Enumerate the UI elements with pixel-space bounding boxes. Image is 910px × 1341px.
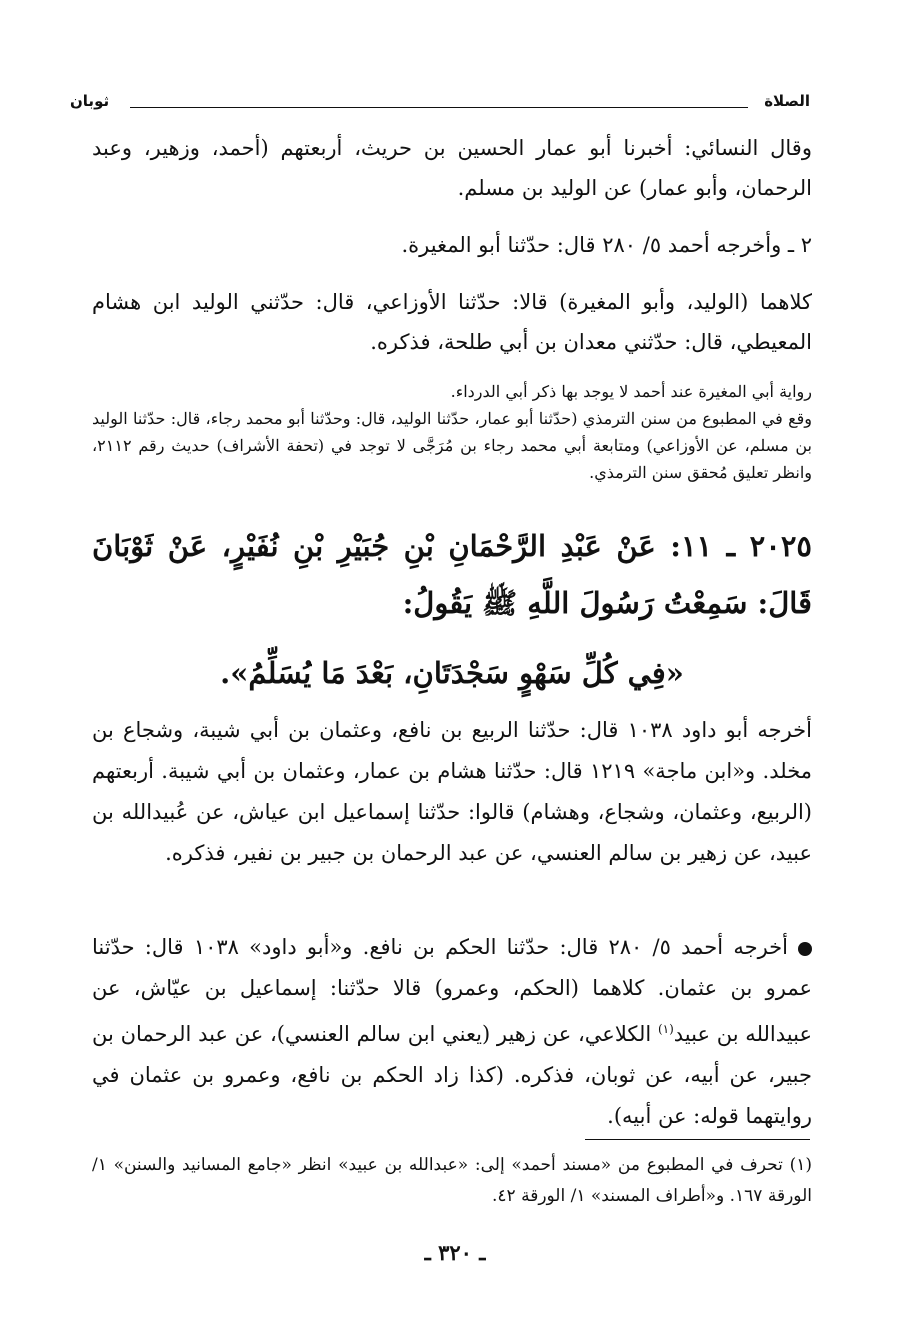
header-chapter: الصلاة [764, 92, 810, 110]
paragraph-text-a: أخرجه أحمد ٥/ ٢٨٠ قال: حدّثنا الحكم بن نافع. و«أبو داود» ١٠٣٨ قال: حدّثنا عمرو بن عثمان. كلاهما (الحكم، وعمرو) قالا حدّثنا: إسماعيل بن عيّاش، عن عبيدالله بن عبيد [92, 935, 812, 1046]
header-rule [130, 107, 748, 108]
note-tirmidhi: وقع في المطبوع من سنن الترمذي (حدّثنا أبو عمار، حدّثنا الوليد، قال: وحدّثنا أبو محمد رجاء، قال: حدّثنا الوليد بن مسلم، عن الأوزاعي) ومتابعة أبي محمد رجاء بن مُرَجَّى لا توجد في (تحفة الأشراف) حديث رقم ٢١١٢، وانظر تعليق مُحقق سنن الترمذي. [92, 409, 813, 482]
header-narrator: ثوبان [70, 92, 110, 110]
paragraph-takhrij: أخرجه أبو داود ١٠٣٨ قال: حدّثنا الربيع بن نافع، وعثمان بن أبي شيبة، وشجاع بن مخلد. و«ابن ماجة» ١٢١٩ قال: حدّثنا هشام بن عمار، وعثمان بن أبي شيبة. أربعتهم (الربيع، وعثمان، وشجاع، وهشام) قالوا: حدّثنا إسماعيل ابن عياش، عن عُبيدالله بن عبيد، عن زهير بن سالم العنسي، عن عبد الرحمان بن جبير بن نفير، فذكره. [92, 718, 812, 865]
footnote-1: (١) تحرف في المطبوع من «مسند أحمد» إلى: «عبدالله بن عبيد» انظر «جامع المسانيد والسنن» ١/ الورقة ١٦٧. و«أطراف المسند» ١/ الورقة ٤٢. [92, 1155, 812, 1206]
paragraph-both: كلاهما (الوليد، وأبو المغيرة) قالا: حدّثنا الأوزاعي، قال: حدّثني الوليد ابن هشام المعيطي، قال: حدّثني معدان بن أبي طلحة، فذكره. [92, 290, 812, 354]
bullet-icon [798, 942, 812, 956]
paragraph-nasai: وقال النسائي: أخبرنا أبو عمار الحسين بن حريث، أربعتهم (أحمد، وزهير، وعبد الرحمان، وأبو عمار) عن الوليد بن مسلم. [92, 136, 812, 200]
hadith-isnad: ٢٠٢٥ ـ ١١: عَنْ عَبْدِ الرَّحْمَانِ بْنِ جُبَيْرِ بْنِ نُفَيْرٍ، عَنْ ثَوْبَانَ قَالَ: سَمِعْتُ رَسُولَ اللَّهِ ﷺ يَقُولُ: [92, 529, 812, 620]
paragraph-ahmad-abudawud [92, 927, 812, 1137]
note-abu-mughira: رواية أبي المغيرة عند أحمد لا يوجد بها ذكر أبي الدرداء. [450, 382, 812, 401]
hadith-matn: «فِي كُلِّ سَهْوٍ سَجْدَتَانِ، بَعْدَ مَا يُسَلِّمُ». [220, 656, 684, 690]
page-number: ـ ٣٢٠ ـ [424, 1240, 486, 1265]
paragraph-ahmad-2: ٢ ـ وأخرجه أحمد ٥/ ٢٨٠ قال: حدّثنا أبو المغيرة. [401, 233, 812, 257]
running-header [70, 90, 810, 116]
footnote-rule [585, 1139, 810, 1140]
footnote-marker: (١) [657, 1022, 674, 1036]
paragraph-text-b: الكلاعي، عن زهير (يعني ابن سالم العنسي)، عن عبد الرحمان بن جبير، عن أبيه، عن ثوبان، فذكره. (كذا زاد الحكم بن نافع، وعمرو بن عثمان في روايتهما قوله: عن أبيه). [92, 1022, 812, 1128]
